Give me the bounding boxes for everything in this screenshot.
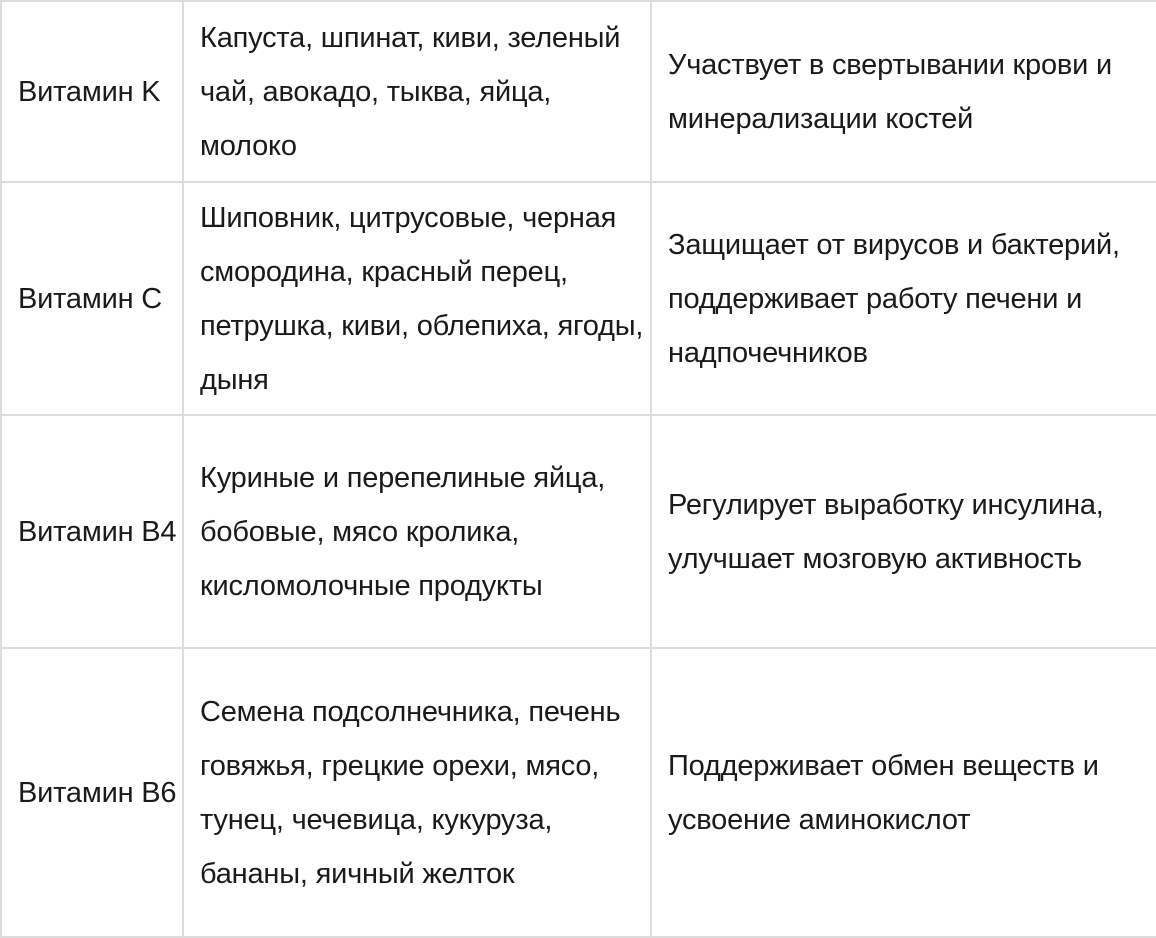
food-sources: Семена подсолнечника, печень говяжья, грецкие орехи, мясо, тунец, чечевица, кукуруза, бананы, яичный желток: [200, 695, 621, 890]
table-row-vitamin-b4: [1, 415, 1156, 648]
vitamin-function: Защищает от вирусов и бактерий, поддерживает работу печени и надпочечников: [668, 228, 1120, 369]
food-sources: Капуста, шпинат, киви, зеленый чай, авокадо, тыква, яйца, молоко: [200, 21, 621, 162]
food-sources-cell: [183, 415, 651, 648]
vitamin-function-cell: [651, 182, 1156, 415]
food-sources-cell: [183, 648, 651, 937]
vitamin-name-cell: [1, 182, 183, 415]
vitamin-name: Витамин K: [18, 75, 161, 108]
table-row-vitamin-c: [1, 182, 1156, 415]
vitamin-function-cell: [651, 648, 1156, 937]
vitamin-function: Поддерживает обмен веществ и усвоение аминокислот: [668, 749, 1099, 836]
vitamin-function-cell: [651, 415, 1156, 648]
food-sources: Куриные и перепелиные яйца, бобовые, мясо кролика, кисломолочные продукты: [200, 461, 606, 602]
vitamin-name: Витамин B4: [18, 515, 177, 548]
vitamin-name-cell: [1, 415, 183, 648]
vitamin-name: Витамин C: [18, 282, 162, 315]
vitamin-name-cell: [1, 648, 183, 937]
food-sources-cell: [183, 1, 651, 182]
vitamin-name-cell: [1, 1, 183, 182]
vitamin-function-cell: [651, 1, 1156, 182]
vitamin-name: Витамин B6: [18, 776, 177, 809]
vitamin-function: Участвует в свертывании крови и минерализации костей: [668, 48, 1112, 135]
food-sources: Шиповник, цитрусовые, черная смородина, красный перец, петрушка, киви, облепиха, ягоды, дыня: [200, 201, 644, 396]
table-row-vitamin-b6: [1, 648, 1156, 937]
food-sources-cell: [183, 182, 651, 415]
table-row-vitamin-k: [1, 1, 1156, 182]
vitamin-function: Регулирует выработку инсулина, улучшает мозговую активность: [668, 488, 1104, 575]
vitamin-table-body: [1, 1, 1156, 937]
